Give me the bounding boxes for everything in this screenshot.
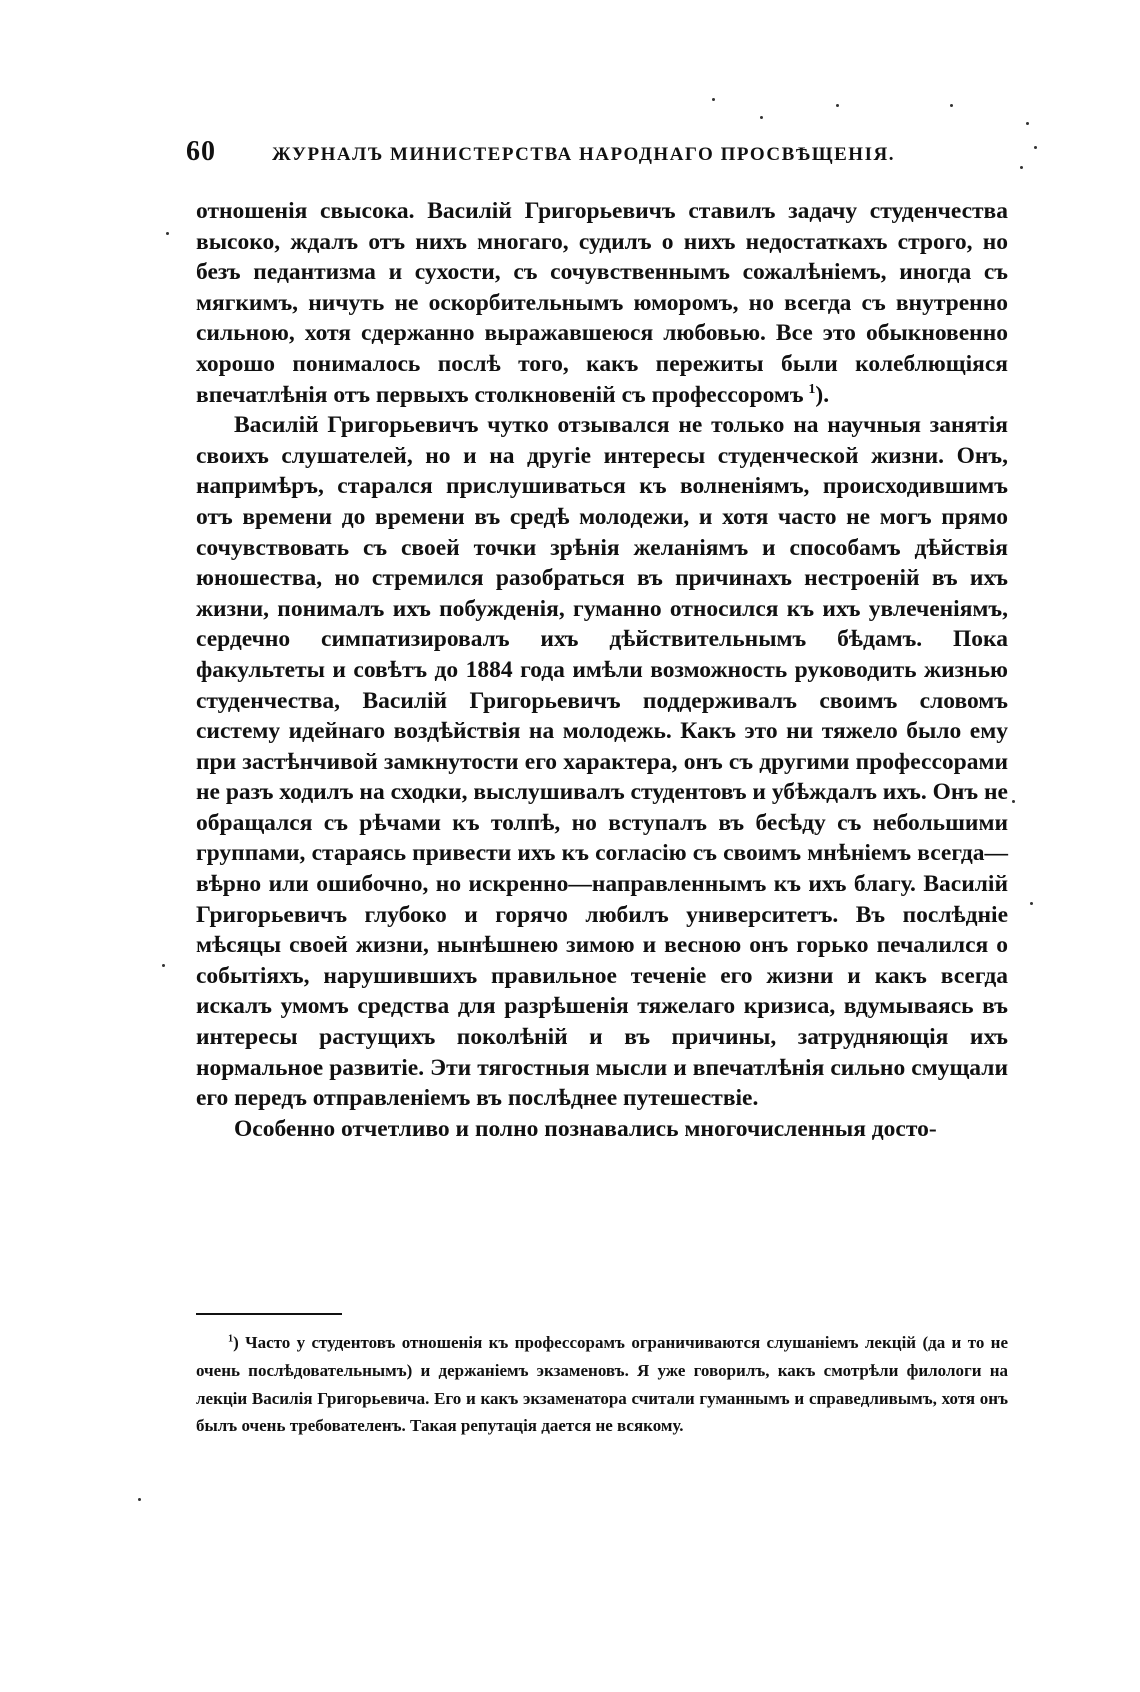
footnote-text: Часто у студентовъ отношенія къ профессорамъ ограничиваются слушаніемъ лекцій (да и то не очень послѣдовательнымъ) и держаніемъ экзаменовъ. Я уже говорилъ, какъ смотрѣли филологи на лекціи Василія Григорьевича. Его и какъ экзаменатора считали гуманнымъ и справедливымъ, хотя онъ былъ очень требователенъ. Такая репутація дается не всякому.: [196, 1333, 1009, 1436]
page-header: [186, 136, 1006, 176]
scan-speck: [836, 104, 839, 107]
scan-speck: [1026, 122, 1029, 125]
footnote-reference: 1: [808, 380, 816, 397]
footnote-marker-close: ): [233, 1333, 239, 1352]
scan-speck: [1034, 146, 1037, 149]
scan-speck: [138, 1498, 141, 1501]
body-text: [196, 196, 1008, 1144]
page-number: 60: [186, 136, 216, 167]
scan-speck: [760, 116, 763, 119]
footnote-reference-close: ).: [815, 381, 830, 408]
scan-speck: [950, 104, 953, 107]
paragraph-2: Василій Григорьевичъ чутко отзывался не только на научныя занятія своихъ слушателей, но и на другіе интересы студенческой жизни. Онъ, напримѣръ, старался прислушиваться къ волненіямъ, происходившимъ отъ времени до времени въ средѣ молодежи, и хотя часто не могъ прямо сочувствовать съ своей точки зрѣнія желаніямъ и способамъ дѣйствія юношества, но стремился разобраться въ причинахъ нестроеній въ ихъ жизни, понималъ ихъ побужденія, гуманно относился къ ихъ увлеченіямъ, сердечно симпатизировалъ ихъ дѣйствительнымъ бѣдамъ. Пока факультеты и совѣтъ до 1884 года имѣли возможность руководить жизнью студенчества, Василій Григорьевичъ поддерживалъ своимъ словомъ систему идейнаго воздѣйствія на молодежь. Какъ это ни тяжело было ему при застѣнчивой замкнутости его характера, онъ съ другими профессорами не разъ ходилъ на сходки, выслушивалъ студентовъ и убѣждалъ ихъ. Онъ не обращался съ рѣчами къ толпѣ, но вступалъ въ бесѣду съ небольшими группами, стараясь привести ихъ къ согласію съ своимъ мнѣніемъ всегда—вѣрно или ошибочно, но искренно—направленнымъ къ ихъ благу. Василій Григорьевичъ глубоко и горячо любилъ университетъ. Въ послѣдніе мѣсяцы своей жизни, нынѣшнею зимою и весною онъ горько печалился о событіяхъ, нарушившихъ правильное теченіе его жизни и какъ всегда искалъ умомъ средства для разрѣшенія тяжелаго кризиса, вдумываясь въ интересы растущихъ поколѣній и въ причины, затрудняющія ихъ нормальное развитіе. Эти тягостныя мысли и впечатлѣнія сильно смущали его передъ отправленіемъ въ послѣднее путешествіе.: [196, 412, 1008, 1112]
scan-speck: [712, 98, 715, 101]
paragraph-3: Особенно отчетливо и полно познавались многочисленныя досто-: [234, 1115, 937, 1142]
scan-speck: [1012, 800, 1015, 803]
running-title: ЖУРНАЛЪ МИНИСТЕРСТВА НАРОДНАГО ПРОСВѢЩЕНІЯ.: [272, 144, 895, 165]
paragraph-1: [196, 196, 1008, 410]
footnote: [196, 1329, 1008, 1440]
paragraph-1-text: отношенія свысока. Василій Григорьевичъ ставилъ задачу студенчества высоко, ждалъ отъ нихъ многаго, судилъ о нихъ недостаткахъ строго, но безъ педантизма и сухости, съ сочувственнымъ сожалѣніемъ, иногда съ мягкимъ, ничуть не оскорбительнымъ юморомъ, но всегда съ внутренно сильною, хотя сдержанно выражавшеюся любовью. Все это обыкновенно хорошо понималось послѣ того, какъ пережиты были колеблющіяся впечатлѣнія отъ первыхъ столкновеній съ профессоромъ: [196, 198, 1008, 408]
footnote-divider: [196, 1313, 342, 1315]
scan-speck: [166, 232, 169, 235]
scan-speck: [1030, 902, 1033, 905]
scan-speck: [1020, 166, 1023, 169]
scan-speck: [162, 964, 165, 967]
footnote-marker: 1: [228, 1333, 234, 1345]
